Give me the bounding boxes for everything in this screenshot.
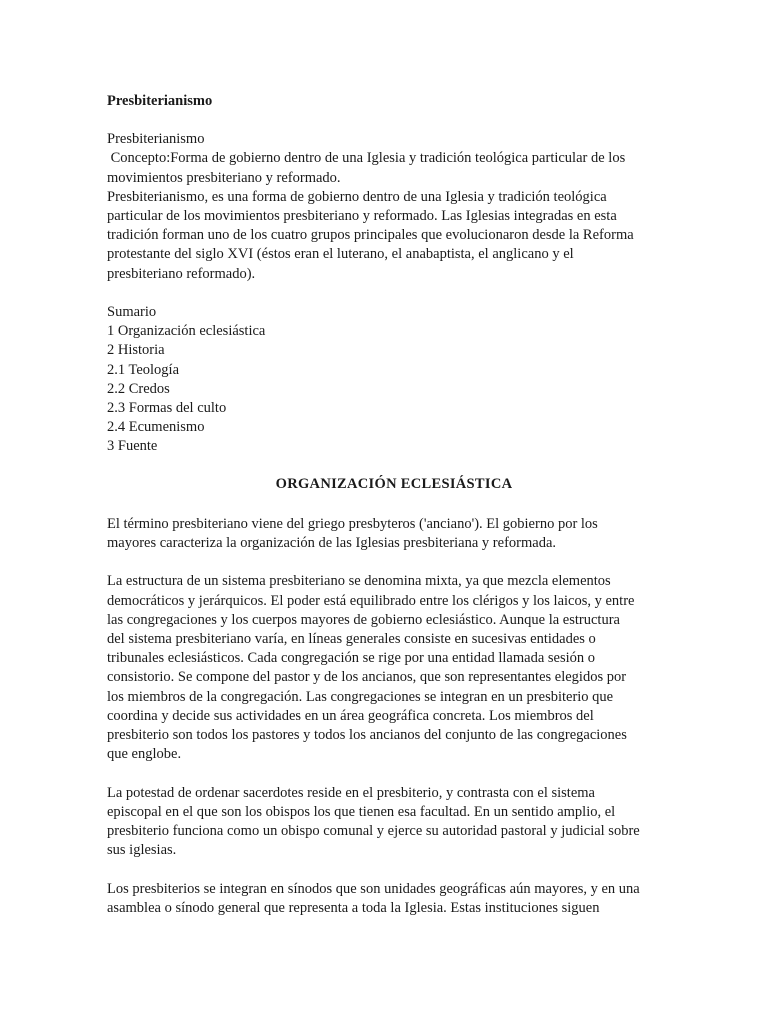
document-title: Presbiterianismo: [107, 93, 213, 109]
spacer: [107, 764, 667, 783]
paragraph-line: La potestad de ordenar sacerdotes reside en el presbiterio, y contrasta con el sistema: [107, 784, 595, 801]
intro-line: Presbiterianismo: [107, 131, 205, 148]
intro-line: Concepto:Forma de gobierno dentro de una Iglesia y tradición teológica particular de los: [107, 150, 626, 167]
spacer: [107, 860, 667, 879]
document-page: [107, 92, 667, 918]
paragraph-line: que englobe.: [107, 746, 182, 763]
paragraph-line: sus iglesias.: [107, 842, 177, 859]
paragraph-line: episcopal en el que son los obispos los que tienen esa facultad. En un sentido amplio, el: [107, 803, 616, 820]
intro-line: presbiteriano reformado).: [107, 265, 256, 282]
paragraph: [107, 784, 667, 861]
paragraph-line: los miembros de la congregación. Las congregaciones se integran en un presbiterio que: [107, 688, 614, 705]
summary-label: Sumario: [107, 304, 157, 320]
intro-line: tradición forman uno de los cuatro grupos principales que evolucionaron desde la Reforma: [107, 227, 634, 244]
spacer: [107, 553, 667, 572]
summary-item: 2.3 Formas del culto: [107, 400, 227, 417]
spacer: [107, 457, 667, 475]
paragraph-line: mayores caracteriza la organización de las Iglesias presbiteriana y reformada.: [107, 535, 557, 552]
summary-item: 2 Historia: [107, 342, 165, 359]
summary-item: 3 Fuente: [107, 438, 158, 455]
paragraph-line: coordina y decide sus actividades en un área geográfica concreta. Los miembros del: [107, 707, 594, 724]
spacer: [107, 111, 667, 130]
intro-line: movimientos presbiteriano y reformado.: [107, 169, 341, 186]
paragraph-line: del sistema presbiteriano varía, en líneas generales consiste en sucesivas entidades o: [107, 631, 596, 648]
summary-item: 2.1 Teología: [107, 361, 180, 378]
paragraph: [107, 572, 667, 764]
paragraph-line: democráticos y jerárquicos. El poder está equilibrado entre los clérigos y los laicos, y entre: [107, 592, 635, 609]
summary-item: 1 Organización eclesiástica: [107, 323, 266, 340]
paragraph-line: El término presbiteriano viene del griego presbyteros ('anciano'). El gobierno por los: [107, 515, 598, 532]
paragraph-line: Los presbiterios se integran en sínodos que son unidades geográficas aún mayores, y en una: [107, 880, 640, 897]
paragraph-line: La estructura de un sistema presbiteriano se denomina mixta, ya que mezcla elementos: [107, 573, 611, 590]
spacer: [107, 284, 667, 303]
paragraph-line: las congregaciones y los cuerpos mayores de gobierno eclesiástico. Aunque la estructura: [107, 611, 620, 628]
paragraph-line: asamblea o sínodo general que representa a toda la Iglesia. Estas instituciones siguen: [107, 899, 600, 916]
section-heading: ORGANIZACIÓN ECLESIÁSTICA: [275, 475, 513, 492]
paragraph: [107, 880, 667, 918]
paragraph: [107, 515, 667, 553]
paragraph-line: presbiterio son todos los pastores y todos los ancianos del conjunto de las congregaciones: [107, 727, 627, 744]
intro-line: Presbiterianismo, es una forma de gobierno dentro de una Iglesia y tradición teológica: [107, 188, 607, 205]
summary-item: 2.2 Credos: [107, 380, 170, 397]
paragraph-line: tribunales eclesiásticos. Cada congregación se rige por una entidad llamada sesión o: [107, 650, 596, 667]
intro-line: protestante del siglo XVI (éstos eran el luterano, el anabaptista, el anglicano y el: [107, 246, 574, 263]
intro-block: [107, 130, 667, 284]
summary-item: 2.4 Ecumenismo: [107, 419, 205, 436]
spacer: [107, 494, 667, 515]
paragraph-line: presbiterio funciona como un obispo comunal y ejerce su autoridad pastoral y judicial sobre: [107, 823, 640, 840]
paragraph-line: consistorio. Se compone del pastor y de los ancianos, que son representantes elegidos por: [107, 669, 627, 686]
intro-line: particular de los movimientos presbiteriano y reformado. Las Iglesias integradas en esta: [107, 208, 617, 224]
summary-block: [107, 303, 667, 457]
